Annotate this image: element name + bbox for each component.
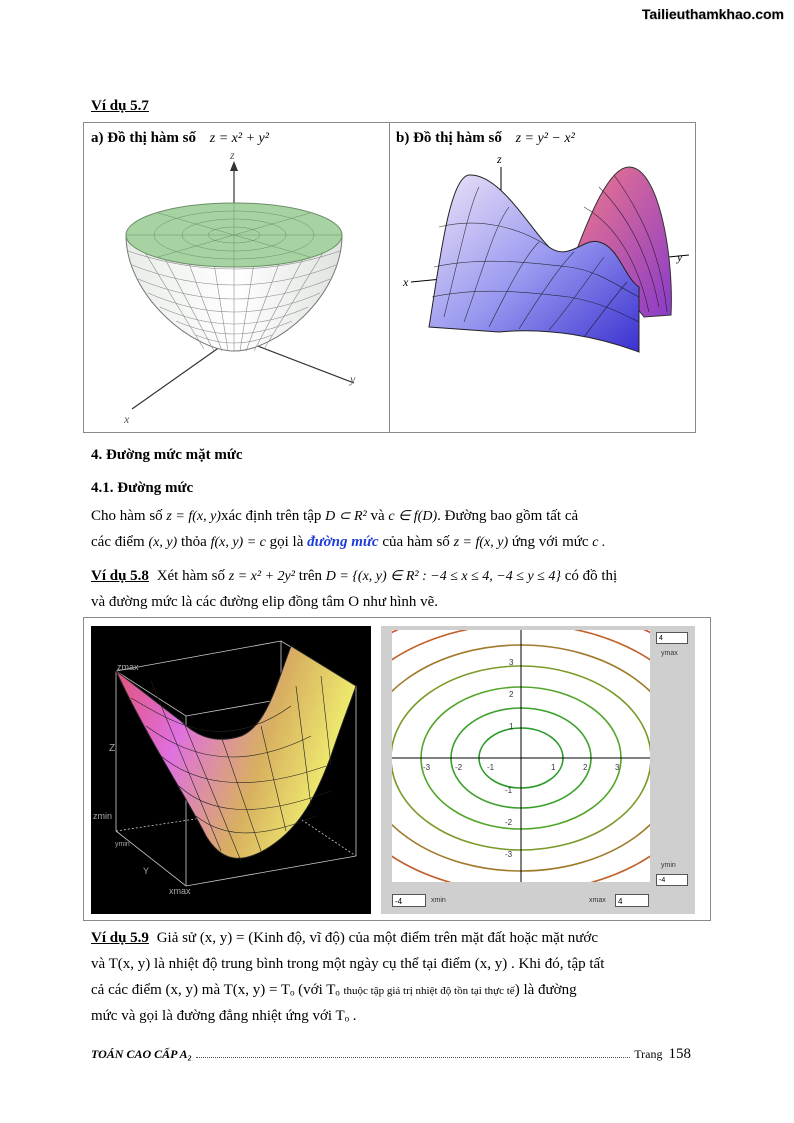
footer-title: TOÁN CAO CẤP A₂ (91, 1047, 192, 1061)
contour-panel (381, 626, 695, 914)
tick-x-1: 1 (551, 763, 556, 772)
ymin-label: ymin (661, 862, 676, 869)
example-5-9-line-3 (91, 978, 703, 1003)
page-footer (91, 1046, 691, 1063)
tick-x-neg1: -1 (487, 763, 495, 772)
section-4-heading: 4. Đường mức mặt mức (91, 447, 243, 463)
ymin-input[interactable]: -4 (656, 874, 688, 886)
text-span: ứng với mức (511, 534, 589, 550)
cell-b-formula: z = y² − x² (515, 131, 575, 146)
text-span: cả các điểm (x, y) mà T(x, y) = Tₒ (với Tₒ (91, 982, 340, 998)
definition-line-2 (91, 530, 703, 555)
cell-a-label: a) Đồ thị hàm số (91, 130, 197, 146)
formula-z-f: z = f(x, y) (166, 509, 221, 524)
tick-x-3: 3 (615, 763, 620, 772)
paraboloid-z-label: z (230, 148, 235, 162)
term-duong-muc: đường mức (307, 534, 379, 550)
text-span: xác định trên tập (220, 508, 322, 524)
cell-a-formula: z = x² + y² (209, 131, 269, 146)
tick-y-1: 1 (509, 722, 514, 731)
tick-y-neg2: -2 (505, 818, 513, 827)
paraboloid-figure (104, 147, 384, 429)
label-z: Z (109, 743, 116, 754)
text-span: Giả sử (x, y) = (Kinh độ, vĩ độ) của một điểm trên mặt đất hoặc mặt nước (156, 930, 598, 946)
label-zmax: zmax (117, 662, 139, 672)
formula-z: z = x² + 2y² (228, 569, 295, 584)
formula-z-f: z = f(x, y) (453, 535, 509, 550)
text-span: Xét hàm số (156, 568, 226, 584)
table-divider (389, 123, 390, 432)
tick-x-neg2: -2 (455, 763, 463, 772)
saddle-z-label: z (497, 152, 502, 166)
formula-domain: D = {(x, y) ∈ R² : −4 ≤ x ≤ 4, −4 ≤ y ≤ 4} (325, 569, 561, 584)
tick-y-3: 3 (509, 658, 514, 667)
text-span: và (370, 508, 385, 524)
paraboloid-x-label: x (124, 412, 130, 426)
footer-page-label: Trang (634, 1047, 663, 1061)
label-ymin: ymin (115, 841, 130, 848)
tick-x-neg3: -3 (423, 763, 431, 772)
saddle-x-label: x (403, 275, 409, 289)
formula-xy: (x, y) (148, 535, 178, 550)
text-span: của hàm số (382, 534, 450, 550)
label-xmax: xmax (169, 886, 191, 896)
tick-y-2: 2 (509, 690, 514, 699)
tick-y-neg1: -1 (505, 786, 513, 795)
example-5-9-line-2: và T(x, y) là nhiệt độ trung bình trong một ngày cụ thể tại điểm (x, y) . Khi đó, tập tất (91, 956, 605, 972)
xmin-input[interactable]: -4 (392, 894, 426, 907)
example-5-9-line-4: mức và gọi là đường đẳng nhiệt ứng với Tₒ . (91, 1008, 357, 1024)
definition-line-1 (91, 504, 703, 529)
formula-c: c . (592, 535, 606, 550)
example-5-8-heading: Ví dụ 5.8 (91, 568, 149, 584)
text-span: trên (298, 568, 323, 584)
xmin-label: xmin (431, 897, 446, 904)
formula-f-eq-c: f(x, y) = c (210, 535, 266, 550)
xmax-label: xmax (589, 897, 606, 904)
text-span: ) là đường (514, 982, 577, 998)
ymax-label: ymax (661, 650, 678, 657)
label-y: Y (143, 866, 150, 876)
text-span: . Đường bao gồm tất cả (437, 508, 579, 524)
saddle-y-label: y (677, 250, 683, 264)
paraboloid-3d-plot (91, 626, 371, 914)
watermark: Tailieuthamkhao.com (641, 6, 784, 22)
tick-y-neg3: -3 (505, 850, 513, 859)
text-span: Cho hàm số (91, 508, 163, 524)
text-span: các điểm (91, 534, 145, 550)
saddle-figure (399, 147, 689, 362)
example-5-8-line-1 (91, 564, 703, 589)
example-5-9-heading: Ví dụ 5.9 (91, 930, 149, 946)
text-span: thỏa (180, 534, 207, 550)
text-span: có đồ thị (564, 568, 618, 584)
ymax-input[interactable]: 4 (656, 632, 688, 644)
cell-b-label: b) Đồ thị hàm số (396, 130, 502, 146)
paraboloid-y-label: y (350, 372, 356, 386)
formula-d-subset: D ⊂ R² (325, 509, 367, 524)
label-zmin: zmin (93, 811, 113, 821)
section-4-1-heading: 4.1. Đường mức (91, 480, 194, 496)
text-span-small: thuộc tập giá trị nhiệt độ tồn tại thực tế (343, 985, 515, 997)
example-5-7-heading: Ví dụ 5.7 (91, 98, 149, 114)
xmax-input[interactable]: 4 (615, 894, 649, 907)
example-5-9-line-1 (91, 926, 703, 950)
footer-page-number: 158 (668, 1046, 691, 1062)
contour-plot (392, 630, 650, 882)
text-span: gọi là (269, 534, 304, 550)
tick-x-2: 2 (583, 763, 588, 772)
example-5-8-line-2: và đường mức là các đường elip đồng tâm O như hình vẽ. (91, 594, 439, 610)
formula-c-in: c ∈ f(D) (388, 509, 438, 524)
example-5-8-figure-box (83, 617, 711, 921)
footer-leader-dots (196, 1047, 631, 1058)
example-5-7-table (83, 122, 696, 433)
